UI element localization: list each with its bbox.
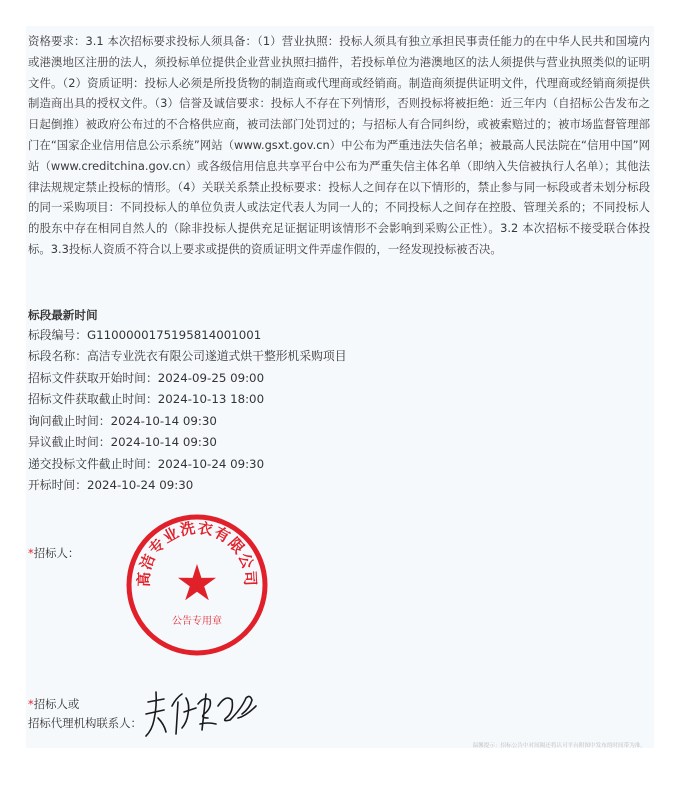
signature-stroke-4 xyxy=(218,696,256,720)
required-asterisk: * xyxy=(28,546,34,560)
field-objection-deadline: 异议截止时间：2024-10-14 09:30 xyxy=(28,435,217,449)
field-opening-time: 开标时间：2024-10-24 09:30 xyxy=(28,478,194,492)
required-asterisk: * xyxy=(28,697,34,711)
contact-label-line2: 招标代理机构联系人： xyxy=(28,716,142,730)
company-seal xyxy=(124,512,270,658)
footnote: 温馨提示：招标公告中对间隔还将认可平台附图中发布的时间带为准。 xyxy=(472,743,646,749)
contact-label xyxy=(28,695,142,733)
seal-company-name: 高洁专业洗衣有限公司 xyxy=(134,518,260,588)
seal-star-icon xyxy=(178,564,216,600)
field-section-number: 标段编号：G1100000175195814001001 xyxy=(28,328,262,342)
section-title: 标段最新时间 xyxy=(28,308,98,322)
field-submission-deadline: 递交投标文件截止时间：2024-10-24 09:30 xyxy=(28,457,265,471)
tenderer-label-text: 招标人： xyxy=(33,546,80,560)
handwritten-signature xyxy=(142,684,260,740)
qualification-requirements: 资格要求：3.1 本次招标要求投标人须具备：（1）营业执照：投标人须具有独立承担民事责任能力的在中华人民共和国境内或港澳地区注册的法人，须投标单位提供企业营业执照扫描件，若投标单位为港澳地区的法人须提供与营业执照类似的证明文件。（2）资质证明：投标人必须是所投货物的制造商或代理商或经销商。制造商须提供证明文件，代理商或经销商须提供制造商出具的授权文件。（3）信誉及诚信要求：投标人不存在下列情形，否则投标将被拒绝：近三年内（自招标公告发布之日起倒推）被政府公布过的不合格供应商，被司法部门处罚过的；与招标人有合同纠纷，或被索赔过的；被市场监督管理部门在“国家企业信用信息公示系统”网站（www.gsxt.gov.cn）中公布为严重违法失信名单；被最高人民法院在“信用中国”网站（www.creditchina.gov.cn）或各级信用信息共享平台中公布为严重失信主体名单（即纳入失信被执行人名单）；其他法律法规规定禁止投标的情形。（4）关联关系禁止投标要求：投标人之间存在以下情形的，禁止参与同一标段或者未划分标段的同一采购项目：不同投标人的单位负责人或法定代表人为同一人的；不同投标人之间存在控股、管理关系的；不同投标人的股东中存在相同自然人的（除非投标人提供充足证据证明该情形不会影响到采购公正性）。3.2 本次招标不接受联合体投标。3.3投标人资质不符合以上要求或提供的资质证明文件弄虚作假的，一经发现投标被否决。 xyxy=(28,34,650,256)
field-inquiry-deadline: 询问截止时间：2024-10-14 09:30 xyxy=(28,414,217,428)
signature-stroke-3 xyxy=(198,694,216,730)
signature-stroke-1 xyxy=(146,692,166,736)
field-doc-end: 招标文件获取截止时间：2024-10-13 18:00 xyxy=(28,392,265,406)
contact-label-line1: 招标人或 xyxy=(33,697,80,711)
tenderer-label xyxy=(28,544,79,563)
field-section-name: 标段名称：高洁专业洗衣有限公司遂道式烘干整形机采购项目 xyxy=(28,349,347,363)
signature-stroke-2 xyxy=(172,694,196,734)
field-doc-start: 招标文件获取开始时间：2024-09-25 09:00 xyxy=(28,371,265,385)
seal-purpose: 公告专用章 xyxy=(172,616,222,627)
